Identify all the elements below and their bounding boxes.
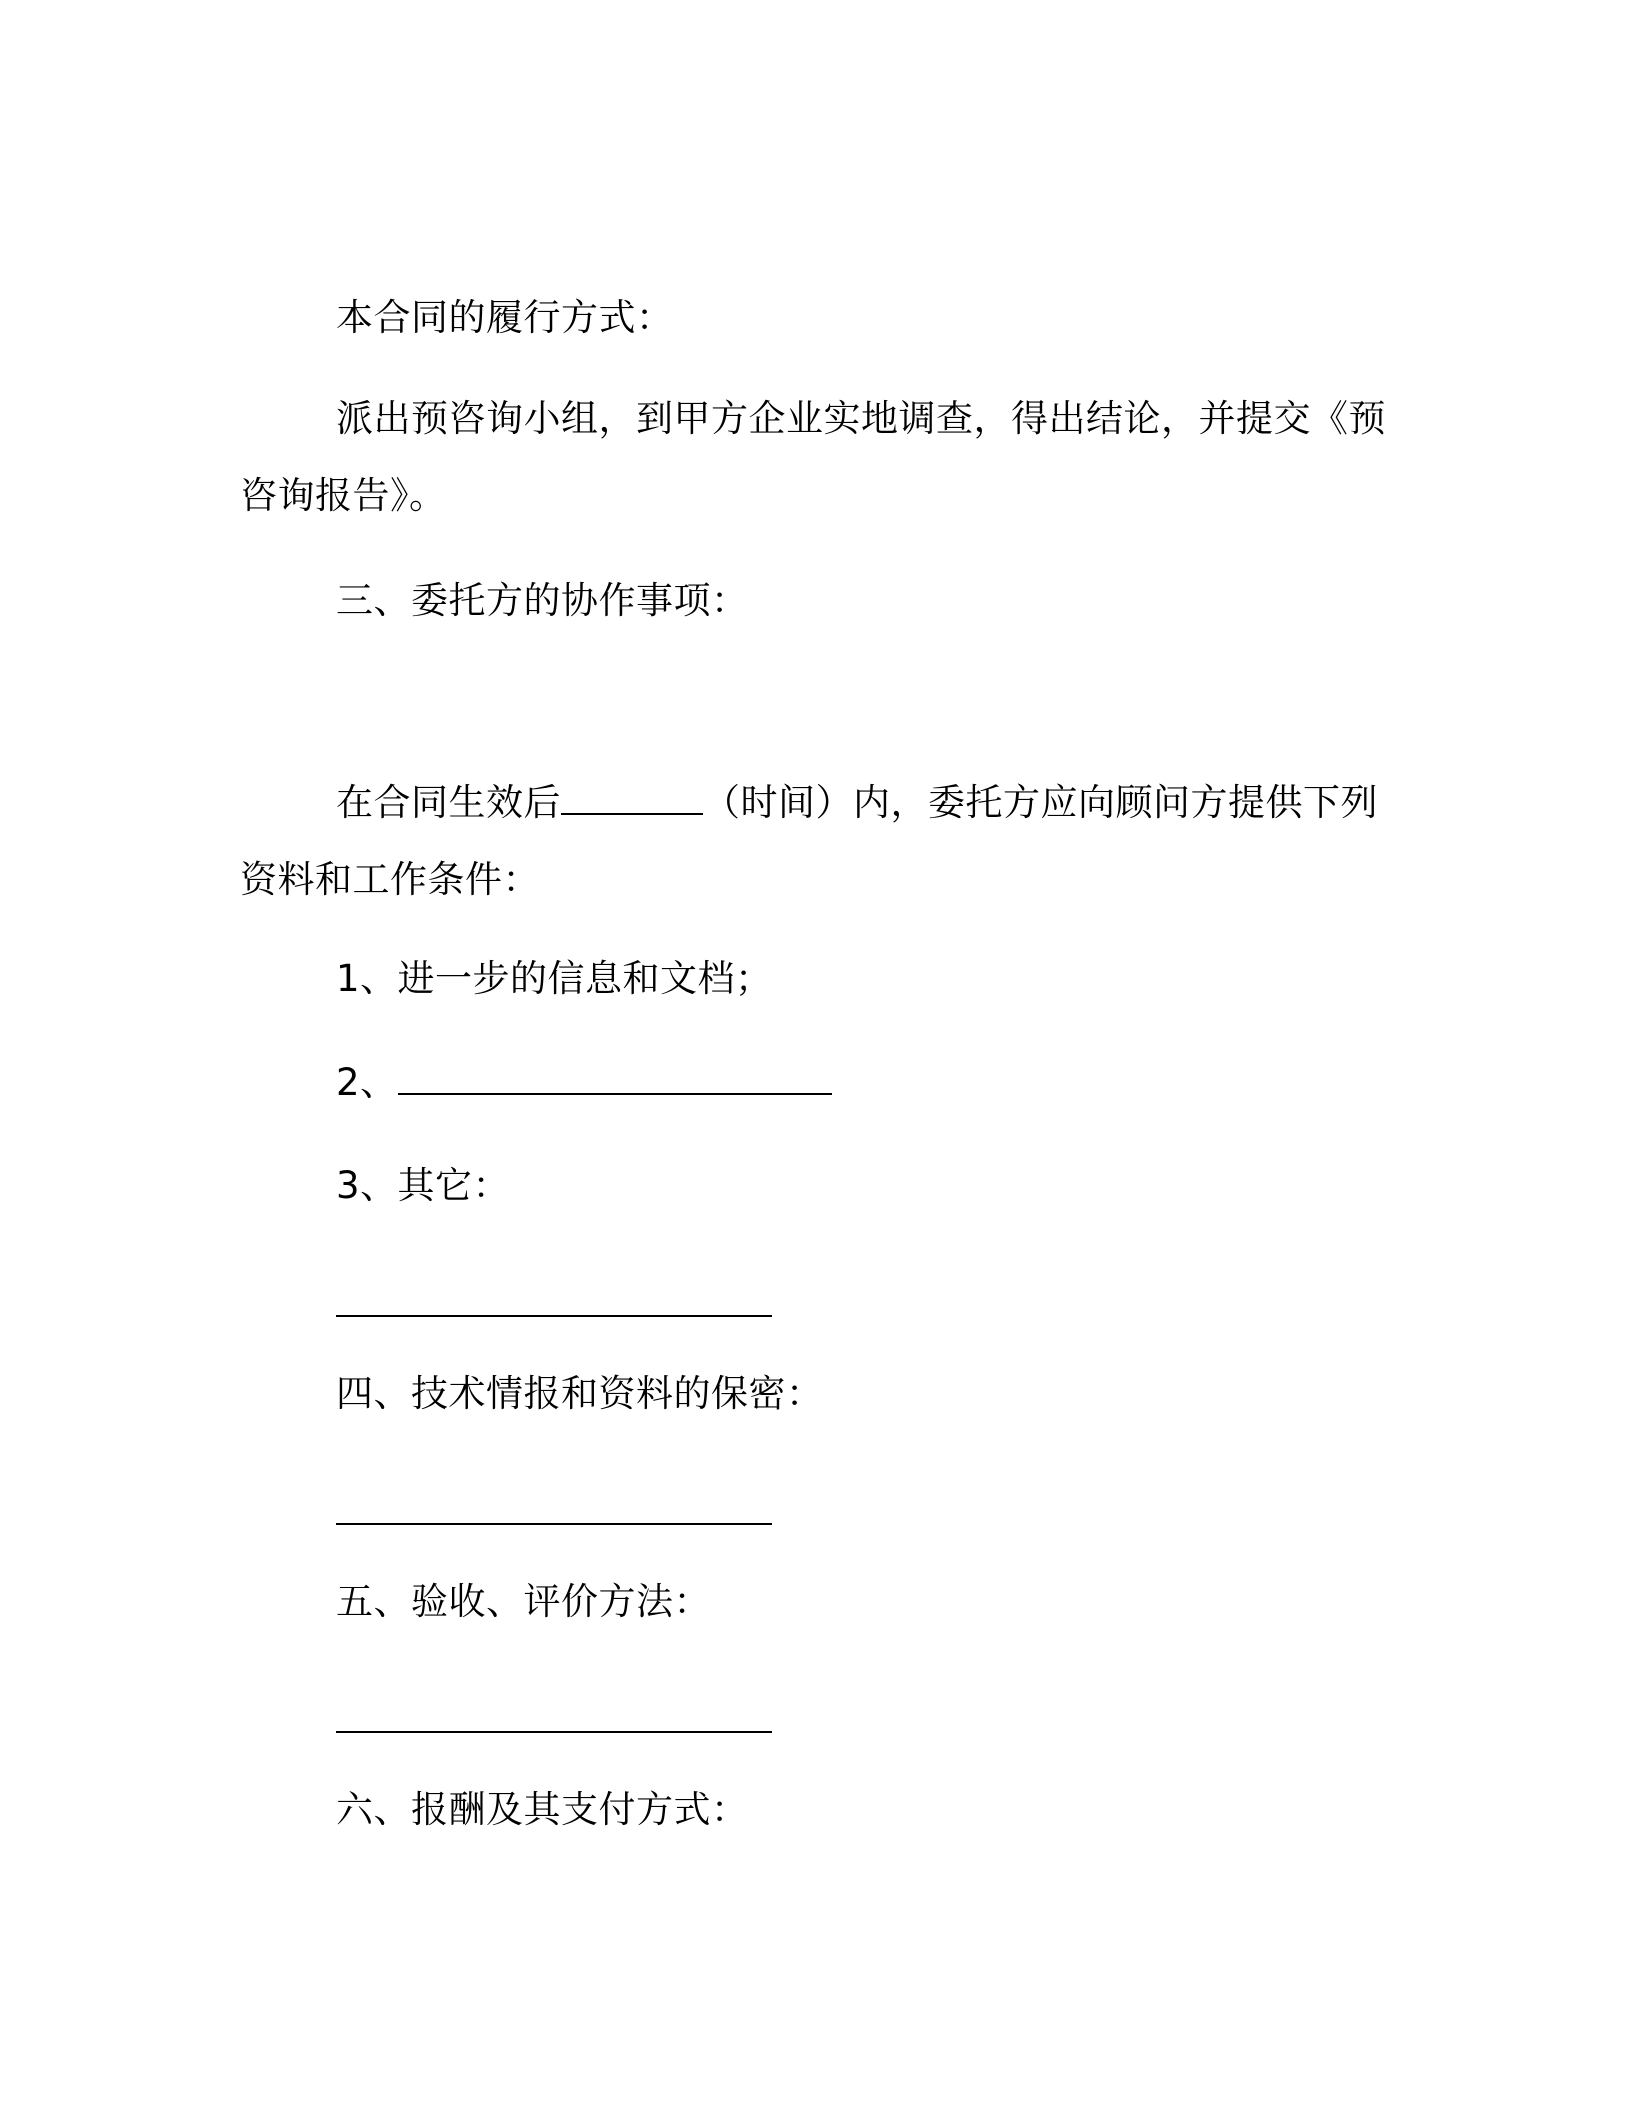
list-item-2 [336,1059,1390,1107]
paragraph-provide-materials [240,764,1390,918]
heading-section-6: 六、报酬及其支付方式： [336,1788,749,1831]
paragraph-performance-method: 本合同的履行方式： [336,296,674,339]
blank-line-confidentiality [336,1523,772,1525]
blank-line-acceptance [336,1731,772,1733]
paragraph-pre-consulting: 派出预咨询小组，到甲方企业实地调查，得出结论，并提交《预咨询报告》。 [240,397,1386,517]
list-item-2-label: 2、 [336,1061,398,1104]
provide-materials-suffix: （时间）内，委托方应向顾问方提供下列资料和工作条件： [240,781,1378,901]
blank-line-other [336,1315,772,1317]
list-item-3: 3、其它： [336,1164,511,1207]
heading-section-5: 五、验收、评价方法： [336,1580,711,1623]
heading-section-4: 四、技术情报和资料的保密： [336,1372,824,1415]
time-blank [561,779,703,815]
list-item-1: 1、进一步的信息和文档； [336,957,773,1000]
heading-section-3: 三、委托方的协作事项： [336,579,749,622]
list-item-2-blank [398,1059,832,1095]
provide-materials-prefix: 在合同生效后 [336,781,561,824]
